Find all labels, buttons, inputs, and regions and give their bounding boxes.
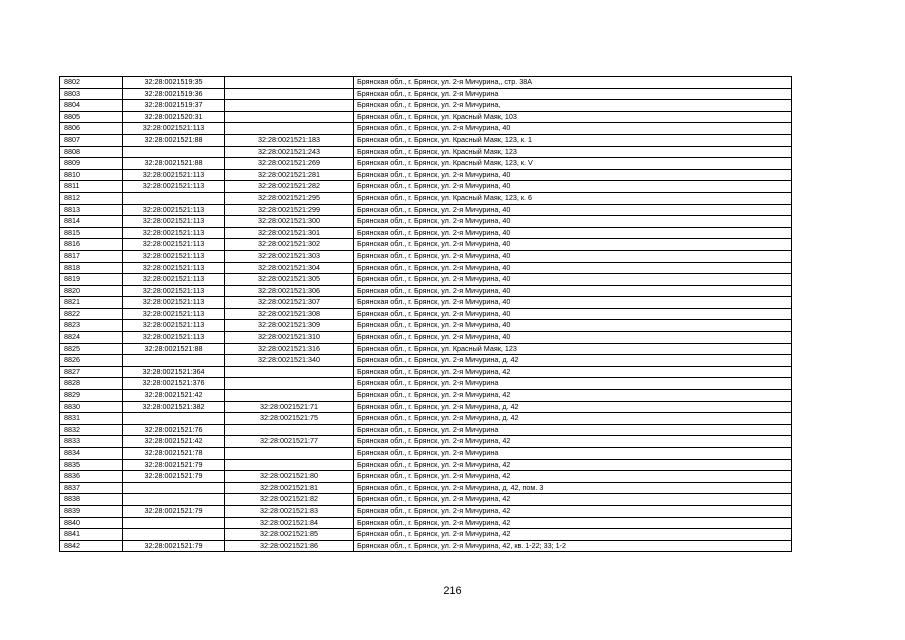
related-cadastral-cell: 32:28:0021521:243: [225, 146, 354, 158]
table-row: [60, 424, 792, 436]
row-number-cell: 8820: [60, 285, 123, 297]
address-cell: Брянская обл., г. Брянск, ул. 2-я Мичурина, д. 42: [354, 413, 792, 425]
cadastral-number-cell: 32:28:0021521:42: [123, 390, 225, 402]
row-number-cell: 8819: [60, 274, 123, 286]
row-number-cell: 8836: [60, 471, 123, 483]
table-row: [60, 181, 792, 193]
related-cadastral-cell: 32:28:0021521:282: [225, 181, 354, 193]
related-cadastral-cell: 32:28:0021521:81: [225, 482, 354, 494]
table-row: [60, 459, 792, 471]
cadastral-number-cell: 32:28:0021521:113: [123, 297, 225, 309]
address-cell: Брянская обл., г. Брянск, ул. 2-я Мичурина: [354, 424, 792, 436]
row-number-cell: 8813: [60, 204, 123, 216]
cadastral-number-cell: 32:28:0021521:113: [123, 169, 225, 181]
row-number-cell: 8821: [60, 297, 123, 309]
table-row: [60, 216, 792, 228]
address-cell: Брянская обл., г. Брянск, ул. 2-я Мичурина, 40: [354, 239, 792, 251]
related-cadastral-cell: [225, 448, 354, 460]
address-cell: Брянская обл., г. Брянск, ул. 2-я Мичурина, 40: [354, 123, 792, 135]
page-number: 216: [443, 585, 462, 597]
cadastral-number-cell: 32:28:0021521:113: [123, 181, 225, 193]
address-cell: Брянская обл., г. Брянск, ул. 2-я Мичурина, 40: [354, 216, 792, 228]
table-row: [60, 540, 792, 552]
related-cadastral-cell: [225, 88, 354, 100]
row-number-cell: 8842: [60, 540, 123, 552]
cadastral-number-cell: 32:28:0021521:113: [123, 204, 225, 216]
related-cadastral-cell: 32:28:0021521:281: [225, 169, 354, 181]
row-number-cell: 8823: [60, 320, 123, 332]
address-cell: Брянская обл., г. Брянск, ул. 2-я Мичурина, 42: [354, 436, 792, 448]
address-cell: Брянская обл., г. Брянск, ул. 2-я Мичурина, 40: [354, 285, 792, 297]
table-row: [60, 390, 792, 402]
cadastral-number-cell: 32:28:0021521:76: [123, 424, 225, 436]
related-cadastral-cell: [225, 378, 354, 390]
row-number-cell: 8831: [60, 413, 123, 425]
cadastral-number-cell: 32:28:0021521:113: [123, 332, 225, 344]
cadastral-number-cell: 32:28:0021521:364: [123, 366, 225, 378]
address-cell: Брянская обл., г. Брянск, ул. 2-я Мичурина, 40: [354, 250, 792, 262]
row-number-cell: 8818: [60, 262, 123, 274]
address-cell: Брянская обл., г. Брянск, ул. 2-я Мичурина, д. 42, пом. 3: [354, 482, 792, 494]
row-number-cell: 8822: [60, 308, 123, 320]
address-cell: Брянская обл., г. Брянск, ул. 2-я Мичурина, 40: [354, 320, 792, 332]
table-row: [60, 77, 792, 89]
related-cadastral-cell: [225, 77, 354, 89]
related-cadastral-cell: [225, 366, 354, 378]
row-number-cell: 8811: [60, 181, 123, 193]
address-cell: Брянская обл., г. Брянск, ул. 2-я Мичурина, 42: [354, 494, 792, 506]
cadastral-number-cell: 32:28:0021521:42: [123, 436, 225, 448]
table-row: [60, 134, 792, 146]
cadastral-number-cell: [123, 482, 225, 494]
cadastral-number-cell: 32:28:0021521:376: [123, 378, 225, 390]
table-row: [60, 320, 792, 332]
address-cell: Брянская обл., г. Брянск, ул. Красный Маяк, 103: [354, 111, 792, 123]
cadastral-number-cell: [123, 355, 225, 367]
cadastral-number-cell: 32:28:0021521:113: [123, 216, 225, 228]
cadastral-number-cell: 32:28:0021521:113: [123, 274, 225, 286]
cadastral-number-cell: [123, 146, 225, 158]
address-cell: Брянская обл., г. Брянск, ул. 2-я Мичурина, 40: [354, 204, 792, 216]
table-row: [60, 204, 792, 216]
address-cell: Брянская обл., г. Брянск, ул. Красный Маяк, 123: [354, 146, 792, 158]
address-cell: Брянская обл., г. Брянск, ул. 2-я Мичурина, 42: [354, 505, 792, 517]
cadastral-number-cell: 32:28:0021521:382: [123, 401, 225, 413]
cadastral-number-cell: 32:28:0021521:88: [123, 158, 225, 170]
cadastral-number-cell: 32:28:0021521:113: [123, 320, 225, 332]
cadastral-number-cell: 32:28:0021521:113: [123, 262, 225, 274]
related-cadastral-cell: 32:28:0021521:308: [225, 308, 354, 320]
cadastral-number-cell: [123, 192, 225, 204]
related-cadastral-cell: [225, 459, 354, 471]
related-cadastral-cell: 32:28:0021521:304: [225, 262, 354, 274]
table-row: [60, 448, 792, 460]
related-cadastral-cell: 32:28:0021521:75: [225, 413, 354, 425]
related-cadastral-cell: 32:28:0021521:306: [225, 285, 354, 297]
address-cell: Брянская обл., г. Брянск, ул. 2-я Мичурина, 42: [354, 529, 792, 541]
table-row: [60, 262, 792, 274]
address-cell: Брянская обл., г. Брянск, ул. 2-я Мичурина, 40: [354, 297, 792, 309]
row-number-cell: 8808: [60, 146, 123, 158]
related-cadastral-cell: 32:28:0021521:80: [225, 471, 354, 483]
address-cell: Брянская обл., г. Брянск, ул. 2-я Мичурина, 42: [354, 390, 792, 402]
cadastral-number-cell: 32:28:0021519:37: [123, 100, 225, 112]
related-cadastral-cell: 32:28:0021521:316: [225, 343, 354, 355]
address-cell: Брянская обл., г. Брянск, ул. 2-я Мичурина: [354, 88, 792, 100]
row-number-cell: 8830: [60, 401, 123, 413]
table-row: [60, 192, 792, 204]
row-number-cell: 8837: [60, 482, 123, 494]
table-row: [60, 378, 792, 390]
row-number-cell: 8809: [60, 158, 123, 170]
row-number-cell: 8841: [60, 529, 123, 541]
address-cell: Брянская обл., г. Брянск, ул. Красный Маяк, 123, к. V: [354, 158, 792, 170]
row-number-cell: 8826: [60, 355, 123, 367]
related-cadastral-cell: 32:28:0021521:71: [225, 401, 354, 413]
related-cadastral-cell: 32:28:0021521:83: [225, 505, 354, 517]
address-cell: Брянская обл., г. Брянск, ул. 2-я Мичурина, 42: [354, 459, 792, 471]
cadastral-number-cell: [123, 413, 225, 425]
related-cadastral-cell: 32:28:0021521:309: [225, 320, 354, 332]
row-number-cell: 8835: [60, 459, 123, 471]
address-cell: Брянская обл., г. Брянск, ул. 2-я Мичурина, 40: [354, 308, 792, 320]
row-number-cell: 8824: [60, 332, 123, 344]
row-number-cell: 8839: [60, 505, 123, 517]
property-table: [59, 76, 792, 552]
table-row: [60, 100, 792, 112]
table-row: [60, 88, 792, 100]
row-number-cell: 8834: [60, 448, 123, 460]
table-row: [60, 332, 792, 344]
cadastral-number-cell: 32:28:0021521:78: [123, 448, 225, 460]
row-number-cell: 8815: [60, 227, 123, 239]
cadastral-number-cell: 32:28:0021521:79: [123, 459, 225, 471]
related-cadastral-cell: 32:28:0021521:307: [225, 297, 354, 309]
address-cell: Брянская обл., г. Брянск, ул. 2-я Мичурина, 42: [354, 366, 792, 378]
table-row: [60, 123, 792, 135]
cadastral-number-cell: [123, 517, 225, 529]
address-cell: Брянская обл., г. Брянск, ул. 2-я Мичурина, 42: [354, 517, 792, 529]
related-cadastral-cell: 32:28:0021521:310: [225, 332, 354, 344]
row-number-cell: 8807: [60, 134, 123, 146]
row-number-cell: 8816: [60, 239, 123, 251]
table-row: [60, 343, 792, 355]
related-cadastral-cell: 32:28:0021521:300: [225, 216, 354, 228]
table-row: [60, 529, 792, 541]
cadastral-number-cell: [123, 529, 225, 541]
row-number-cell: 8805: [60, 111, 123, 123]
row-number-cell: 8806: [60, 123, 123, 135]
related-cadastral-cell: 32:28:0021521:269: [225, 158, 354, 170]
related-cadastral-cell: [225, 123, 354, 135]
table-row: [60, 505, 792, 517]
row-number-cell: 8829: [60, 390, 123, 402]
table-row: [60, 482, 792, 494]
row-number-cell: 8804: [60, 100, 123, 112]
table-row: [60, 308, 792, 320]
cadastral-number-cell: [123, 494, 225, 506]
cadastral-number-cell: 32:28:0021521:79: [123, 540, 225, 552]
table-row: [60, 413, 792, 425]
table-row: [60, 227, 792, 239]
related-cadastral-cell: 32:28:0021521:82: [225, 494, 354, 506]
address-cell: Брянская обл., г. Брянск, ул. 2-я Мичурина,: [354, 100, 792, 112]
cadastral-number-cell: 32:28:0021519:35: [123, 77, 225, 89]
row-number-cell: 8838: [60, 494, 123, 506]
cadastral-number-cell: 32:28:0021521:113: [123, 285, 225, 297]
related-cadastral-cell: 32:28:0021521:295: [225, 192, 354, 204]
address-cell: Брянская обл., г. Брянск, ул. 2-я Мичурина, 40: [354, 332, 792, 344]
table-row: [60, 517, 792, 529]
address-cell: Брянская обл., г. Брянск, ул. 2-я Мичурина: [354, 378, 792, 390]
cadastral-number-cell: 32:28:0021521:113: [123, 239, 225, 251]
address-cell: Брянская обл., г. Брянск, ул. 2-я Мичурина, 40: [354, 227, 792, 239]
related-cadastral-cell: 32:28:0021521:303: [225, 250, 354, 262]
related-cadastral-cell: 32:28:0021521:77: [225, 436, 354, 448]
table-row: [60, 285, 792, 297]
table-row: [60, 355, 792, 367]
row-number-cell: 8827: [60, 366, 123, 378]
table-row: [60, 250, 792, 262]
address-cell: Брянская обл., г. Брянск, ул. Красный Маяк, 123, к. 6: [354, 192, 792, 204]
address-cell: Брянская обл., г. Брянск, ул. 2-я Мичурина, 40: [354, 274, 792, 286]
cadastral-number-cell: 32:28:0021519:36: [123, 88, 225, 100]
cadastral-number-cell: 32:28:0021521:88: [123, 134, 225, 146]
row-number-cell: 8817: [60, 250, 123, 262]
cadastral-number-cell: 32:28:0021520:31: [123, 111, 225, 123]
row-number-cell: 8828: [60, 378, 123, 390]
table-row: [60, 111, 792, 123]
address-cell: Брянская обл., г. Брянск, ул. 2-я Мичурина, 42: [354, 471, 792, 483]
row-number-cell: 8833: [60, 436, 123, 448]
cadastral-number-cell: 32:28:0021521:113: [123, 227, 225, 239]
cadastral-number-cell: 32:28:0021521:88: [123, 343, 225, 355]
row-number-cell: 8810: [60, 169, 123, 181]
table-row: [60, 169, 792, 181]
related-cadastral-cell: 32:28:0021521:85: [225, 529, 354, 541]
address-cell: Брянская обл., г. Брянск, ул. Красный Маяк, 123: [354, 343, 792, 355]
address-cell: Брянская обл., г. Брянск, ул. 2-я Мичурина, 40: [354, 169, 792, 181]
address-cell: Брянская обл., г. Брянск, ул. 2-я Мичурина, 40: [354, 262, 792, 274]
related-cadastral-cell: 32:28:0021521:301: [225, 227, 354, 239]
related-cadastral-cell: 32:28:0021521:299: [225, 204, 354, 216]
related-cadastral-cell: 32:28:0021521:86: [225, 540, 354, 552]
cadastral-number-cell: 32:28:0021521:79: [123, 471, 225, 483]
related-cadastral-cell: 32:28:0021521:84: [225, 517, 354, 529]
related-cadastral-cell: 32:28:0021521:302: [225, 239, 354, 251]
row-number-cell: 8812: [60, 192, 123, 204]
table-row: [60, 494, 792, 506]
row-number-cell: 8825: [60, 343, 123, 355]
table-row: [60, 297, 792, 309]
address-cell: Брянская обл., г. Брянск, ул. 2-я Мичурина, 42, кв. 1-22; 33; 1-2: [354, 540, 792, 552]
row-number-cell: 8802: [60, 77, 123, 89]
table-row: [60, 146, 792, 158]
row-number-cell: 8832: [60, 424, 123, 436]
table-row: [60, 471, 792, 483]
cadastral-number-cell: 32:28:0021521:113: [123, 123, 225, 135]
address-cell: Брянская обл., г. Брянск, ул. 2-я Мичурина, д. 42: [354, 401, 792, 413]
cadastral-number-cell: 32:28:0021521:79: [123, 505, 225, 517]
address-cell: Брянская обл., г. Брянск, ул. Красный Маяк, 123, к. 1: [354, 134, 792, 146]
table-row: [60, 401, 792, 413]
related-cadastral-cell: [225, 111, 354, 123]
table-row: [60, 366, 792, 378]
table-row: [60, 239, 792, 251]
cadastral-number-cell: 32:28:0021521:113: [123, 250, 225, 262]
address-cell: Брянская обл., г. Брянск, ул. 2-я Мичурина: [354, 448, 792, 460]
related-cadastral-cell: [225, 390, 354, 402]
row-number-cell: 8814: [60, 216, 123, 228]
related-cadastral-cell: 32:28:0021521:340: [225, 355, 354, 367]
row-number-cell: 8803: [60, 88, 123, 100]
address-cell: Брянская обл., г. Брянск, ул. 2-я Мичурина, д. 42: [354, 355, 792, 367]
cadastral-number-cell: 32:28:0021521:113: [123, 308, 225, 320]
table-row: [60, 158, 792, 170]
property-table-body: [60, 77, 792, 552]
table-row: [60, 436, 792, 448]
row-number-cell: 8840: [60, 517, 123, 529]
table-row: [60, 274, 792, 286]
related-cadastral-cell: 32:28:0021521:183: [225, 134, 354, 146]
related-cadastral-cell: [225, 424, 354, 436]
related-cadastral-cell: [225, 100, 354, 112]
address-cell: Брянская обл., г. Брянск, ул. 2-я Мичурина, 40: [354, 181, 792, 193]
related-cadastral-cell: 32:28:0021521:305: [225, 274, 354, 286]
address-cell: Брянская обл., г. Брянск, ул. 2-я Мичурина,, стр. 38А: [354, 77, 792, 89]
